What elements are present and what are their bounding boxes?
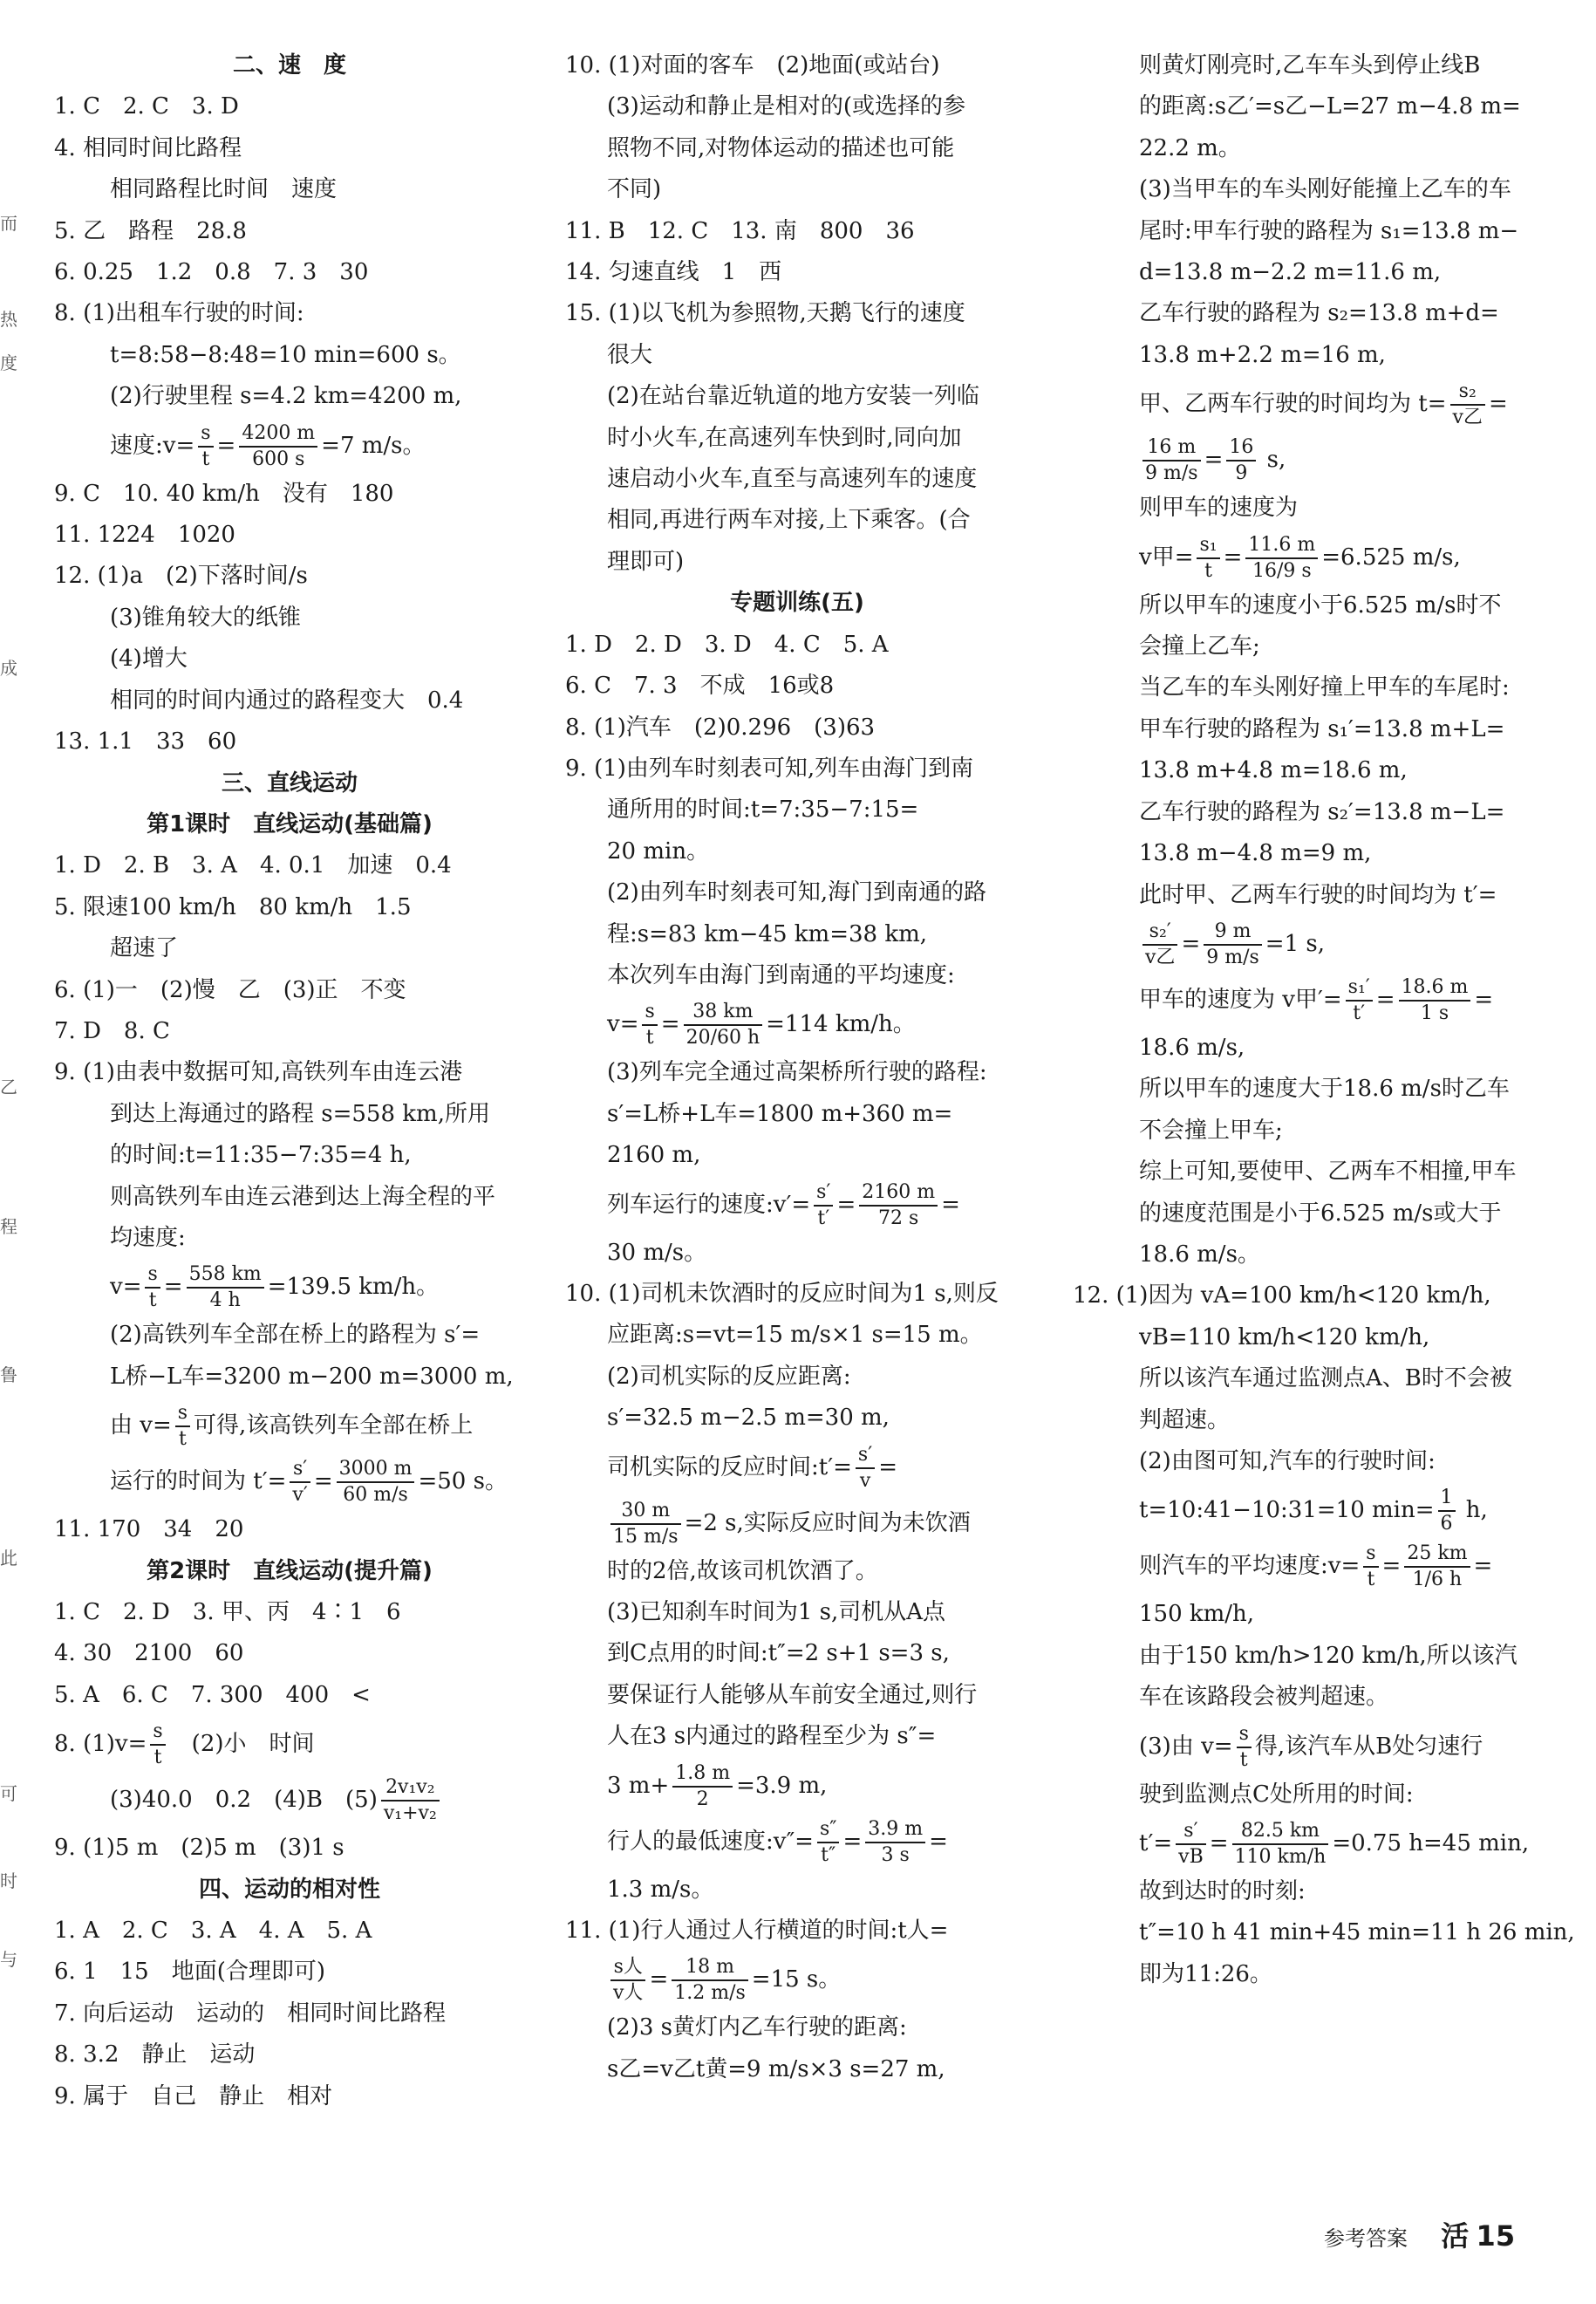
answer-line: 的距离:s乙′=s乙−L=27 m−4.8 m= xyxy=(1139,93,1521,120)
answer-line: (3)40.0 0.2 (4)B (5) $\frac{\text{2v₁v₂}}{\text{v₁+v₂}}$ xyxy=(54,1772,525,1828)
answer-line: 8. 3.2 静止 运动 xyxy=(54,2041,256,2068)
answer-line: 10. (1)对面的客车 (2)地面(或站台) xyxy=(565,52,940,79)
answer-line: (3)列车完全通过高架桥所行驶的路程: xyxy=(607,1059,987,1086)
answer-line: 超速了 xyxy=(110,935,179,962)
edge-char: 可 xyxy=(0,1783,17,1804)
answer-line: (2)高铁列车全部在桥上的路程为 s′= xyxy=(110,1322,481,1349)
answer-line: 甲车行驶的路程为 s₁′=13.8 m+L= xyxy=(1139,715,1505,742)
answer-line: 6. 1 15 地面(合理即可) xyxy=(54,1959,325,1986)
column-left xyxy=(54,45,525,2117)
answer-line: 5. A 6. C 7. 300 400 < xyxy=(54,1681,371,1708)
answer-line: 所以甲车的速度小于6.525 m/s时不 xyxy=(1139,591,1502,619)
answer-line: 当乙车的车头刚好撞上甲车的车尾时: xyxy=(1139,674,1510,701)
answer-line: (2)由图可知,汽车的行驶时间: xyxy=(1139,1447,1436,1474)
answer-line: (2)司机实际的反应距离: xyxy=(607,1363,851,1390)
answer-line: (2)由列车时刻表可知,海门到南通的路 xyxy=(607,879,987,906)
answer-line: 9. 属于 自己 静止 相对 xyxy=(54,2082,333,2109)
answer-line: t=8:58−8:48=10 min=600 s。 xyxy=(110,341,461,368)
edge-char: 而 xyxy=(0,213,17,234)
section-heading: 第1课时 直线运动(基础篇) xyxy=(147,810,433,838)
answer-line: 由 v= $\frac{s}{t}$ 可得,该高铁列车全部在桥上 xyxy=(110,1402,474,1451)
answer-line: v= $\frac{s}{t}$ = $\frac{558 km}{4 h}$ =139.5 km/h。 xyxy=(110,1263,440,1312)
answer-line: 则黄灯刚亮时,乙车车头到停止线B xyxy=(1139,52,1481,79)
answer-line: 本次列车由海门到南通的平均速度: xyxy=(607,961,955,988)
edge-char: 此 xyxy=(0,1548,17,1569)
answer-line: 相同,再进行两车对接,上下乘客。(合 xyxy=(607,507,971,534)
answer-line: 相同路程比时间 速度 xyxy=(110,176,338,203)
answer-line: 4. 30 2100 60 xyxy=(54,1640,244,1667)
answer-line: 10. (1)司机未饮酒时的反应时间为1 s,则反 xyxy=(565,1280,999,1307)
answer-line: 由于150 km/h>120 km/h,所以该汽 xyxy=(1139,1642,1518,1669)
answer-line: 均速度: xyxy=(110,1224,186,1251)
answer-line: 会撞上乙车; xyxy=(1139,633,1260,660)
answer-line: 此时甲、乙两车行驶的时间均为 t′= xyxy=(1139,881,1497,908)
answer-line: s乙=v乙t黄=9 m/s×3 s=27 m, xyxy=(607,2055,945,2082)
answer-line: L桥−L车=3200 m−200 m=3000 m, xyxy=(110,1363,514,1390)
answer-line: t′= $\frac{s'}{vB}$ = $\frac{82.5 km}{110 km/h}$ =0.75 h=45 min, xyxy=(1139,1820,1530,1868)
answer-line: 车在该路段会被判超速。 xyxy=(1139,1684,1389,1711)
answer-line: 的速度范围是小于6.525 m/s或大于 xyxy=(1139,1200,1502,1227)
answer-line: 1. C 2. D 3. 甲、丙 4∶1 6 xyxy=(54,1599,401,1625)
answer-line: 要保证行人能够从车前安全通过,则行 xyxy=(607,1681,978,1708)
answer-line: 7. 向后运动 运动的 相同时间比路程 xyxy=(54,2000,447,2027)
edge-char: 成 xyxy=(0,658,17,679)
answer-line: 9. C 10. 40 km/h 没有 180 xyxy=(54,480,394,507)
answer-line: 相同的时间内通过的路程变大 0.4 xyxy=(110,687,464,714)
answer-line: 应距离:s=vt=15 m/s×1 s=15 m。 xyxy=(607,1322,983,1349)
answer-line: 甲、乙两车行驶的时间均为 t= $\frac{\text{s₂}}{\text{v乙}}$ = xyxy=(1139,380,1508,429)
answer-line: 理即可) xyxy=(607,548,685,575)
answer-line: 4. 相同时间比路程 xyxy=(54,134,242,161)
page-footer xyxy=(1324,2214,1515,2254)
answer-line: 到达上海通过的路程 s=558 km,所用 xyxy=(110,1100,490,1127)
edge-char: 热 xyxy=(0,309,17,330)
answer-line: 12. (1)因为 vA=100 km/h<120 km/h, xyxy=(1073,1282,1491,1309)
answer-line: 所以该汽车通过监测点A、B时不会被 xyxy=(1139,1365,1512,1392)
footer-label: 参考答案 xyxy=(1324,2226,1408,2251)
answer-line: 速启动小火车,直至与高速列车的速度 xyxy=(607,466,978,493)
answer-line: 照物不同,对物体运动的描述也可能 xyxy=(607,134,955,161)
answer-line: $\frac{\text{s₂′}}{\text{v乙}}$ = $\frac{9 m}{9 m/s}$ =1 s, xyxy=(1073,916,1544,972)
edge-char: 与 xyxy=(0,1949,17,1970)
answer-line: 时的2倍,故该司机饮酒了。 xyxy=(607,1557,878,1584)
answer-line: 6. C 7. 3 不成 16或8 xyxy=(565,673,835,700)
answer-line: 甲车的速度为 v甲′= $\frac{\text{s₁′}}{t'}$ = $\frac{18.6 m}{1 s}$ = xyxy=(1139,975,1494,1024)
answer-line: 时小火车,在高速列车快到时,同向加 xyxy=(607,424,962,451)
edge-char: 度 xyxy=(0,352,17,373)
answer-line: 乙车行驶的路程为 s₂=13.8 m+d= xyxy=(1139,300,1499,327)
answer-line: v甲= $\frac{\text{s₁}}{t}$ = $\frac{11.6 m}{16/9 s}$ =6.525 m/s, xyxy=(1139,533,1461,582)
answer-line: (3)由 v= $\frac{s}{t}$ 得,该汽车从B处匀速行 xyxy=(1139,1722,1483,1771)
answer-line: $\frac{\text{s人}}{\text{v人}}$ = $\frac{18 m}{1.2 m/s}$ =15 s。 xyxy=(565,1952,1029,2007)
answer-line: 1. C 2. C 3. D xyxy=(54,93,239,120)
answer-line: 13.8 m−4.8 m=9 m, xyxy=(1139,840,1372,867)
answer-line: 2160 m, xyxy=(607,1142,701,1169)
answer-line: 8. (1)出租车行驶的时间: xyxy=(54,300,304,327)
answer-line: v= $\frac{s}{t}$ = $\frac{38 km}{20/60 h}$ =114 km/h。 xyxy=(607,1001,916,1049)
answer-line: 判超速。 xyxy=(1139,1406,1231,1433)
answer-line: 速度:v= $\frac{s}{t}$ = $\frac{4200 m}{600 s}$ =7 m/s。 xyxy=(110,421,426,470)
answer-line: (3)锥角较大的纸锥 xyxy=(110,604,301,631)
answer-line: (4)增大 xyxy=(110,646,188,673)
answer-line: 不同) xyxy=(607,176,662,203)
answer-line: 9. (1)由列车时刻表可知,列车由海门到南 xyxy=(565,755,974,782)
answer-line: 运行的时间为 t′= $\frac{s'}{v'}$ = $\frac{3000 m}{60 m/s}$ =50 s。 xyxy=(110,1458,508,1507)
answer-line: 12. (1)a (2)下落时间/s xyxy=(54,563,308,590)
answer-line: s′=32.5 m−2.5 m=30 m, xyxy=(607,1405,890,1432)
answer-line: 程:s=83 km−45 km=38 km, xyxy=(607,920,927,947)
answer-line: 乙车行驶的路程为 s₂′=13.8 m−L= xyxy=(1139,798,1505,825)
answer-line: d=13.8 m−2.2 m=11.6 m, xyxy=(1139,259,1442,286)
answer-line: vB=110 km/h<120 km/h, xyxy=(1139,1323,1430,1350)
answer-line: 1. D 2. D 3. D 4. C 5. A xyxy=(565,631,889,658)
answer-line: 13.8 m+2.2 m=16 m, xyxy=(1139,341,1386,368)
answer-line: (3)当甲车的车头刚好能撞上乙车的车 xyxy=(1139,176,1511,203)
answer-line: 的时间:t=11:35−7:35=4 h, xyxy=(110,1142,412,1169)
answer-line: 8. (1)v= $\frac{s}{t}$ (2)小 时间 xyxy=(54,1720,315,1769)
edge-char: 程 xyxy=(0,1216,17,1237)
answer-line: $\frac{16 m}{9 m/s}$ = $\frac{16}{9}$ s, xyxy=(1073,432,1544,488)
answer-line: 1. D 2. B 3. A 4. 0.1 加速 0.4 xyxy=(54,852,452,879)
answer-line: (2)在站台靠近轨道的地方安装一列临 xyxy=(607,383,979,410)
answer-line: t″=10 h 41 min+45 min=11 h 26 min, xyxy=(1139,1919,1575,1946)
answer-line: 11. 1224 1020 xyxy=(54,522,235,549)
answer-line: 11. 170 34 20 xyxy=(54,1516,244,1543)
answer-line: 13. 1.1 33 60 xyxy=(54,728,237,755)
answer-line: (2)行驶里程 s=4.2 km=4200 m, xyxy=(110,383,462,410)
edge-char: 乙 xyxy=(0,1077,17,1097)
answer-line: 5. 限速100 km/h 80 km/h 1.5 xyxy=(54,893,412,920)
section-heading: 专题训练(五) xyxy=(730,590,864,617)
answer-line: (3)运动和静止是相对的(或选择的参 xyxy=(607,93,965,120)
answer-line: 13.8 m+4.8 m=18.6 m, xyxy=(1139,757,1408,784)
answer-line: 通所用的时间:t=7:35−7:15= xyxy=(607,796,919,824)
answer-line: s′=L桥+L车=1800 m+360 m= xyxy=(607,1100,953,1127)
answer-line: 150 km/h, xyxy=(1139,1601,1255,1628)
answer-line: 11. (1)行人通过人行横道的时间:t人= xyxy=(565,1918,949,1945)
answer-line: 7. D 8. C xyxy=(54,1017,170,1044)
answer-line: 到C点用的时间:t″=2 s+1 s=3 s, xyxy=(607,1640,950,1667)
answer-line: 3 m+ $\frac{1.8 m}{2}$ =3.9 m, xyxy=(607,1761,828,1810)
edge-char: 时 xyxy=(0,1870,17,1891)
answer-line: 9. (1)5 m (2)5 m (3)1 s xyxy=(54,1835,344,1862)
answer-line: 尾时:甲车行驶的路程为 s₁=13.8 m− xyxy=(1139,217,1519,244)
answer-line: $\frac{30 m}{15 m/s}$ =2 s,实际反应时间为未饮酒 xyxy=(565,1495,1029,1551)
answer-line: 6. (1)一 (2)慢 乙 (3)正 不变 xyxy=(54,976,406,1003)
column-right xyxy=(1073,45,1575,1995)
page-number: 15 xyxy=(1476,2219,1516,2253)
answer-line: 司机实际的反应时间:t′= $\frac{s'}{v}$ = xyxy=(607,1443,897,1492)
answer-line: 9. (1)由表中数据可知,高铁列车由连云港 xyxy=(54,1059,463,1086)
answer-line: 人在3 s内通过的路程至少为 s″= xyxy=(607,1723,937,1750)
answer-line: 18.6 m/s, xyxy=(1139,1034,1245,1061)
answer-line: (3)已知刹车时间为1 s,司机从A点 xyxy=(607,1599,946,1625)
answer-line: 故到达时的时刻: xyxy=(1139,1878,1306,1904)
answer-line: 30 m/s。 xyxy=(607,1239,707,1266)
footer-brand: 活 xyxy=(1441,2219,1470,2253)
section-heading: 第2课时 直线运动(提升篇) xyxy=(147,1557,433,1584)
answer-line: 则高铁列车由连云港到达上海全程的平 xyxy=(110,1183,496,1210)
answer-line: 20 min。 xyxy=(607,838,710,865)
answer-line: t=10:41−10:31=10 min= $\frac{1}{6}$ h, xyxy=(1139,1487,1488,1535)
answer-line: 11. B 12. C 13. 南 800 36 xyxy=(565,217,915,244)
section-heading: 三、直线运动 xyxy=(221,769,358,796)
answer-line: 列车运行的速度:v′= $\frac{s'}{t'}$ = $\frac{2160 m}{72 s}$ = xyxy=(607,1180,960,1229)
answer-line: 则汽车的平均速度:v= $\frac{s}{t}$ = $\frac{25 km}{1/6 h}$ = xyxy=(1139,1542,1493,1591)
answer-line: 14. 匀速直线 1 西 xyxy=(565,259,782,286)
answer-line: 8. (1)汽车 (2)0.296 (3)63 xyxy=(565,714,876,741)
answer-line: 22.2 m。 xyxy=(1139,134,1241,161)
answer-line: 1. A 2. C 3. A 4. A 5. A xyxy=(54,1918,372,1945)
column-middle xyxy=(565,45,1029,2090)
answer-line: 综上可知,要使甲、乙两车不相撞,甲车 xyxy=(1139,1159,1517,1186)
answer-line: 所以甲车的速度大于18.6 m/s时乙车 xyxy=(1139,1076,1510,1103)
answer-line: 即为11:26。 xyxy=(1139,1960,1272,1987)
edge-char: 鲁 xyxy=(0,1364,17,1385)
answer-line: 18.6 m/s。 xyxy=(1139,1241,1260,1268)
section-heading: 四、运动的相对性 xyxy=(198,1876,380,1903)
section-heading: 二、速 度 xyxy=(232,52,346,79)
answer-line: 15. (1)以飞机为参照物,天鹅飞行的速度 xyxy=(565,300,965,327)
answer-line: 行人的最低速度:v″= $\frac{s''}{t''}$ = $\frac{3.9 m}{3 s}$ = xyxy=(607,1817,948,1866)
answer-line: 1.3 m/s。 xyxy=(607,1876,714,1903)
answer-line: 则甲车的速度为 xyxy=(1139,495,1299,522)
answer-line: 5. 乙 路程 28.8 xyxy=(54,217,247,244)
answer-line: 不会撞上甲车; xyxy=(1139,1117,1283,1144)
answer-line: 6. 0.25 1.2 0.8 7. 3 30 xyxy=(54,259,369,286)
answer-line: 很大 xyxy=(607,341,653,368)
answer-line: (2)3 s黄灯内乙车行驶的距离: xyxy=(607,2014,907,2041)
answer-line: 驶到监测点C处所用的时间: xyxy=(1139,1781,1414,1808)
